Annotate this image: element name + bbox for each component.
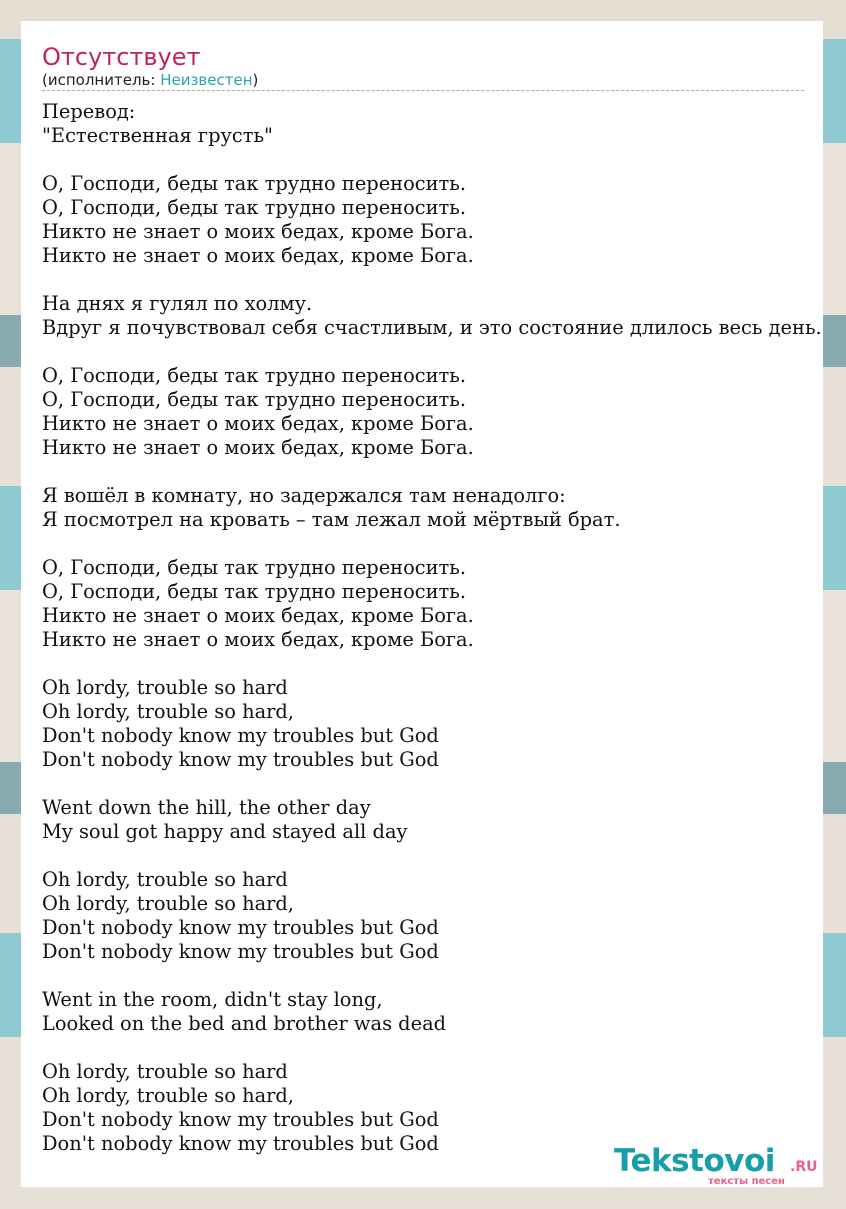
lyric-line: Went down the hill, the other day [42,796,371,819]
lyric-line: Don't nobody know my troubles but God [42,940,439,963]
lyric-line: О, Господи, беды так трудно переносить. [42,172,467,195]
lyric-line [42,772,842,796]
lyric-line: Перевод: [42,100,136,123]
title-divider [42,90,804,91]
site-logo[interactable] [614,1143,824,1187]
lyric-line [42,652,842,676]
lyric-line [42,340,842,364]
logo-tagline: тексты песен [708,1176,785,1187]
lyric-line: Don't nobody know my troubles but God [42,724,439,747]
logo-name: Tekstovoi [614,1143,775,1179]
lyric-line [42,268,842,292]
lyric-line: Don't nobody know my troubles but God [42,916,439,939]
lyric-line: Oh lordy, trouble so hard, [42,700,294,723]
artist-suffix: ) [252,71,259,89]
lyrics-panel [21,21,823,1187]
lyric-line: Oh lordy, trouble so hard, [42,892,294,915]
lyric-line: Oh lordy, trouble so hard, [42,1084,294,1107]
artist-prefix: (исполнитель: [42,71,161,89]
lyric-line [42,964,842,988]
lyric-line: Don't nobody know my troubles but God [42,1132,439,1155]
lyric-line: Никто не знает о моих бедах, кроме Бога. [42,220,474,243]
lyric-line: Don't nobody know my troubles but God [42,748,439,771]
lyric-line: Went in the room, didn't stay long, [42,988,383,1011]
lyric-line: Никто не знает о моих бедах, кроме Бога. [42,604,474,627]
lyric-line: О, Господи, беды так трудно переносить. [42,556,467,579]
artist-line [42,71,258,89]
lyric-line: Вдруг я почувствовал себя счастливым, и это состояние длилось весь день. [42,316,822,339]
lyric-line: Oh lordy, trouble so hard [42,1060,288,1083]
lyric-line: Никто не знает о моих бедах, кроме Бога. [42,412,474,435]
lyric-line: Oh lordy, trouble so hard [42,868,288,891]
lyric-line: Никто не знает о моих бедах, кроме Бога. [42,436,474,459]
lyric-line: Don't nobody know my troubles but God [42,1108,439,1131]
lyric-line: Никто не знает о моих бедах, кроме Бога. [42,244,474,267]
lyric-line: Oh lordy, trouble so hard [42,676,288,699]
lyric-line: О, Господи, беды так трудно переносить. [42,388,467,411]
lyric-line [42,148,842,172]
lyric-line [42,532,842,556]
lyric-line: "Естественная грусть" [42,124,273,147]
lyric-line: О, Господи, беды так трудно переносить. [42,580,467,603]
lyric-line: My soul got happy and stayed all day [42,820,408,843]
lyric-line: О, Господи, беды так трудно переносить. [42,364,467,387]
lyric-line: О, Господи, беды так трудно переносить. [42,196,467,219]
artist-link[interactable]: Неизвестен [160,71,253,89]
lyric-line: Я вошёл в комнату, но задержался там ненадолго: [42,484,566,507]
lyric-line: На днях я гулял по холму. [42,292,313,315]
lyric-line: Looked on the bed and brother was dead [42,1012,447,1035]
lyric-line [42,1036,842,1060]
logo-tld: .RU [790,1159,818,1175]
lyric-line: Никто не знает о моих бедах, кроме Бога. [42,628,474,651]
lyrics-text [42,100,842,1156]
lyric-line [42,460,842,484]
lyric-line [42,844,842,868]
song-title: Отсутствует [42,43,201,71]
lyric-line: Я посмотрел на кровать – там лежал мой мёртвый брат. [42,508,621,531]
